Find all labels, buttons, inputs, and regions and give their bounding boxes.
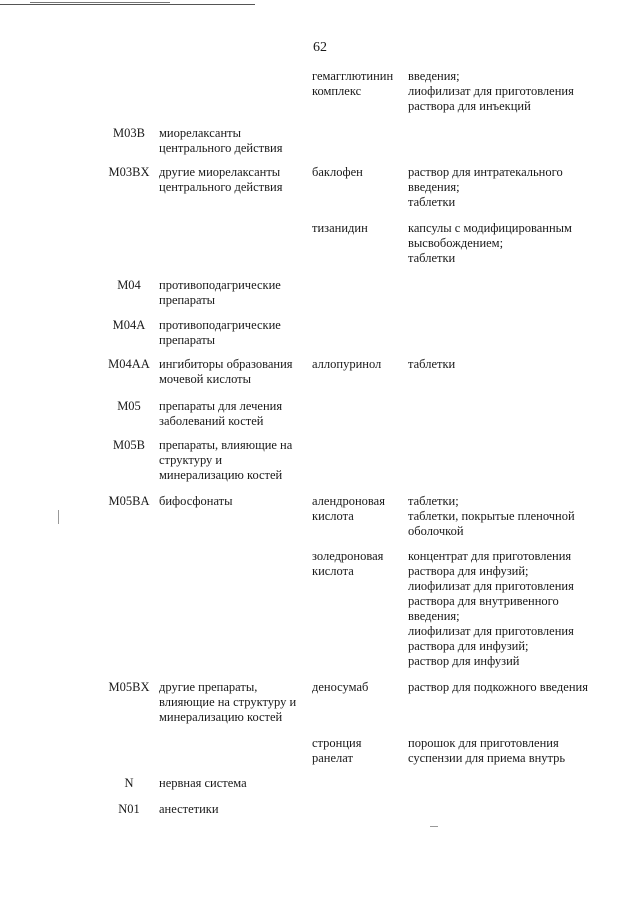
class-description-line: нервная система	[159, 776, 247, 790]
scan-edge-line	[0, 4, 255, 5]
page-number: 62	[313, 40, 327, 55]
dosage-forms-line: раствора для инфузий;	[408, 564, 529, 578]
dosage-forms-line: раствор для инфузий	[408, 654, 520, 668]
drug-name-line: кислота	[312, 564, 354, 578]
class-description-line: противоподагрические	[159, 278, 281, 292]
drug-name-line: гемагглютинин	[312, 69, 394, 83]
class-description-line: минерализацию костей	[159, 468, 283, 482]
class-description	[159, 802, 301, 817]
dosage-forms-line: таблетки	[408, 357, 456, 371]
class-description	[159, 165, 301, 195]
drug-name	[312, 680, 404, 695]
class-description-line: другие миорелаксанты	[159, 165, 281, 179]
dosage-forms-line: введения;	[408, 180, 460, 194]
class-description-line: противоподагрические	[159, 318, 281, 332]
class-description-line: препараты	[159, 333, 216, 347]
dosage-forms-line: капсулы с модифицированным	[408, 221, 572, 235]
dosage-forms	[408, 549, 608, 669]
class-code: N01	[118, 802, 140, 816]
drug-name-line: комплекс	[312, 84, 362, 98]
dosage-forms	[408, 680, 608, 695]
class-description-line: препараты	[159, 293, 216, 307]
dosage-forms-line: раствора для инфузий;	[408, 639, 529, 653]
class-code: M05BX	[108, 680, 150, 694]
dosage-forms-line: лиофилизат для приготовления	[408, 84, 574, 98]
class-description-line: мочевой кислоты	[159, 372, 252, 386]
dosage-forms-line: оболочкой	[408, 524, 464, 538]
dosage-forms	[408, 165, 608, 210]
dosage-forms-line: суспензии для приема внутрь	[408, 751, 566, 765]
dosage-forms-line: введения;	[408, 69, 460, 83]
class-code: M05B	[113, 438, 145, 452]
drug-name	[312, 736, 404, 766]
drug-name-line: баклофен	[312, 165, 363, 179]
dosage-forms-line: таблетки	[408, 251, 456, 265]
drug-name-line: аллопуринол	[312, 357, 382, 371]
drug-name	[312, 165, 404, 180]
dosage-forms-line: таблетки;	[408, 494, 459, 508]
class-description-line: бифосфонаты	[159, 494, 233, 508]
class-description-line: анестетики	[159, 802, 219, 816]
drug-name-line: кислота	[312, 509, 354, 523]
drug-name	[312, 494, 404, 524]
dosage-forms-line: концентрат для приготовления	[408, 549, 572, 563]
class-description-line: препараты, влияющие на	[159, 438, 293, 452]
class-description	[159, 318, 301, 348]
class-description	[159, 278, 301, 308]
dosage-forms-line: введения;	[408, 609, 460, 623]
class-code: M05	[117, 399, 141, 413]
class-description-line: влияющие на структуру и	[159, 695, 297, 709]
class-description-line: миорелаксанты	[159, 126, 241, 140]
drug-name	[312, 69, 404, 99]
class-code: M05BA	[108, 494, 150, 508]
scan-edge-line	[30, 2, 170, 3]
drug-name	[312, 221, 404, 236]
class-code: M04	[117, 278, 141, 292]
class-description	[159, 776, 301, 791]
scan-speck	[430, 826, 438, 827]
class-description	[159, 438, 301, 483]
dosage-forms	[408, 736, 608, 766]
class-description-line: центрального действия	[159, 141, 283, 155]
drug-name-line: деносумаб	[312, 680, 369, 694]
dosage-forms	[408, 494, 608, 539]
class-description-line: препараты для лечения	[159, 399, 283, 413]
class-description	[159, 680, 301, 725]
class-description-line: центрального действия	[159, 180, 283, 194]
scan-speck	[58, 510, 59, 524]
class-code: M04AA	[108, 357, 150, 371]
drug-name-line: ранелат	[312, 751, 353, 765]
drug-name-line: тизанидин	[312, 221, 368, 235]
drug-name-line: алендроновая	[312, 494, 385, 508]
dosage-forms-line: раствор для подкожного введения	[408, 680, 588, 694]
class-code: M03BX	[108, 165, 150, 179]
class-description-line: ингибиторы образования	[159, 357, 293, 371]
dosage-forms-line: таблетки	[408, 195, 456, 209]
class-description-line: структуру и	[159, 453, 223, 467]
drug-name	[312, 549, 404, 579]
dosage-forms-line: лиофилизат для приготовления	[408, 624, 574, 638]
class-description	[159, 494, 301, 509]
dosage-forms	[408, 221, 608, 266]
class-description-line: другие препараты,	[159, 680, 258, 694]
dosage-forms-line: порошок для приготовления	[408, 736, 559, 750]
drug-name	[312, 357, 404, 372]
class-description-line: заболеваний костей	[159, 414, 264, 428]
class-description	[159, 126, 301, 156]
dosage-forms-line: таблетки, покрытые пленочной	[408, 509, 575, 523]
class-description	[159, 399, 301, 429]
dosage-forms	[408, 357, 608, 372]
dosage-forms	[408, 69, 608, 114]
class-code: M04A	[112, 318, 146, 332]
dosage-forms-line: раствора для внутривенного	[408, 594, 559, 608]
class-description	[159, 357, 301, 387]
class-description-line: минерализацию костей	[159, 710, 283, 724]
class-code: M03B	[113, 126, 145, 140]
drug-name-line: золедроновая	[312, 549, 384, 563]
dosage-forms-line: раствора для инъекций	[408, 99, 531, 113]
class-code: N	[124, 776, 134, 790]
dosage-forms-line: раствор для интратекального	[408, 165, 563, 179]
drug-name-line: стронция	[312, 736, 362, 750]
dosage-forms-line: высвобождением;	[408, 236, 504, 250]
dosage-forms-line: лиофилизат для приготовления	[408, 579, 574, 593]
